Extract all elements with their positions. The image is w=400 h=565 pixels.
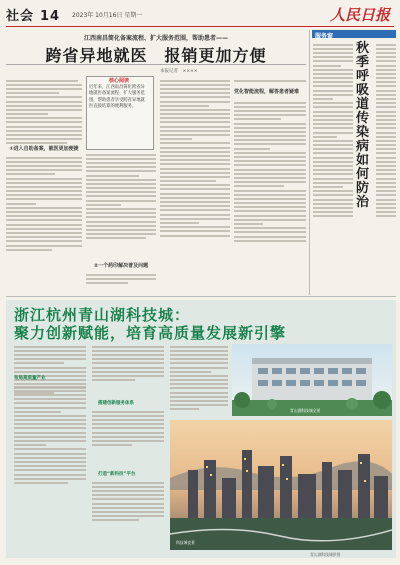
feature-column-2c [92,480,164,550]
service-title: 秋季呼吸道传染病如何防治 [356,41,370,210]
feature-photo-building [232,344,392,416]
feature-photo-city [170,420,392,550]
city-photo-illustration [170,420,392,550]
issue-date: 2023年 10月16日 星期一 [72,12,143,19]
lead-column-1b [6,155,82,295]
section-label [6,5,60,24]
headline-rule [6,64,306,65]
feature-subhead-1: 布局高质量产业 [14,376,46,381]
feature-title-line-1: 浙江杭州青山湖科技城： [14,306,191,324]
building-photo-illustration [232,344,392,416]
section-name: 社会 [6,9,35,24]
lead-headline: 跨省异地就医 报销更加方便 [45,46,267,65]
header-rule [6,26,394,27]
lead-column-3 [160,78,230,293]
feature-title-line-2: 聚力创新赋能，培育高质量发展新引擎 [14,324,287,342]
lead-kicker: 江西南昌简化备案流程、扩大服务范围，帮助患者—— [83,35,228,42]
lead-subhead-2: ②一个药印解决普及问题 [93,263,149,269]
lead-column-2 [86,152,156,257]
photo-caption-2: 科技城夜景 [176,540,195,545]
feature-subhead-3: 打造“新科技”平台 [98,472,136,477]
lead-column-2b [86,272,156,294]
core-reading-title: 核心阅读 [108,78,129,84]
service-label: 服务窗 [315,33,334,40]
lead-byline: 本报记者 ×××× [160,69,198,74]
lead-subhead-1: ①进入自助备案，就医更加便捷 [9,146,79,152]
newspaper-logo: 人民日报 [329,6,390,24]
photo-credit: 青山湖科技城供图 [310,552,341,557]
service-column-2 [376,42,396,282]
feature-subhead-2: 搭建创新服务体系 [98,401,134,406]
lead-column-4-top [234,78,306,86]
service-column-1 [313,42,353,282]
page-number: 14 [40,9,61,24]
core-reading-text: 近年来，江西南昌简化跨省异地就医备案流程、扩大服务范围，帮助患者享受跨省异地就医直接结算的便利服务。 [89,85,145,110]
lead-column-4 [234,100,306,293]
sidebar-subhead: 党化智能流程，解答患者疑难 [234,89,300,95]
feature-column-2b [92,409,164,469]
feature-column-1b [14,384,86,549]
photo-caption-1: 青山湖科技城全景 [290,408,321,413]
column-divider [309,30,310,295]
section-divider [6,296,396,297]
